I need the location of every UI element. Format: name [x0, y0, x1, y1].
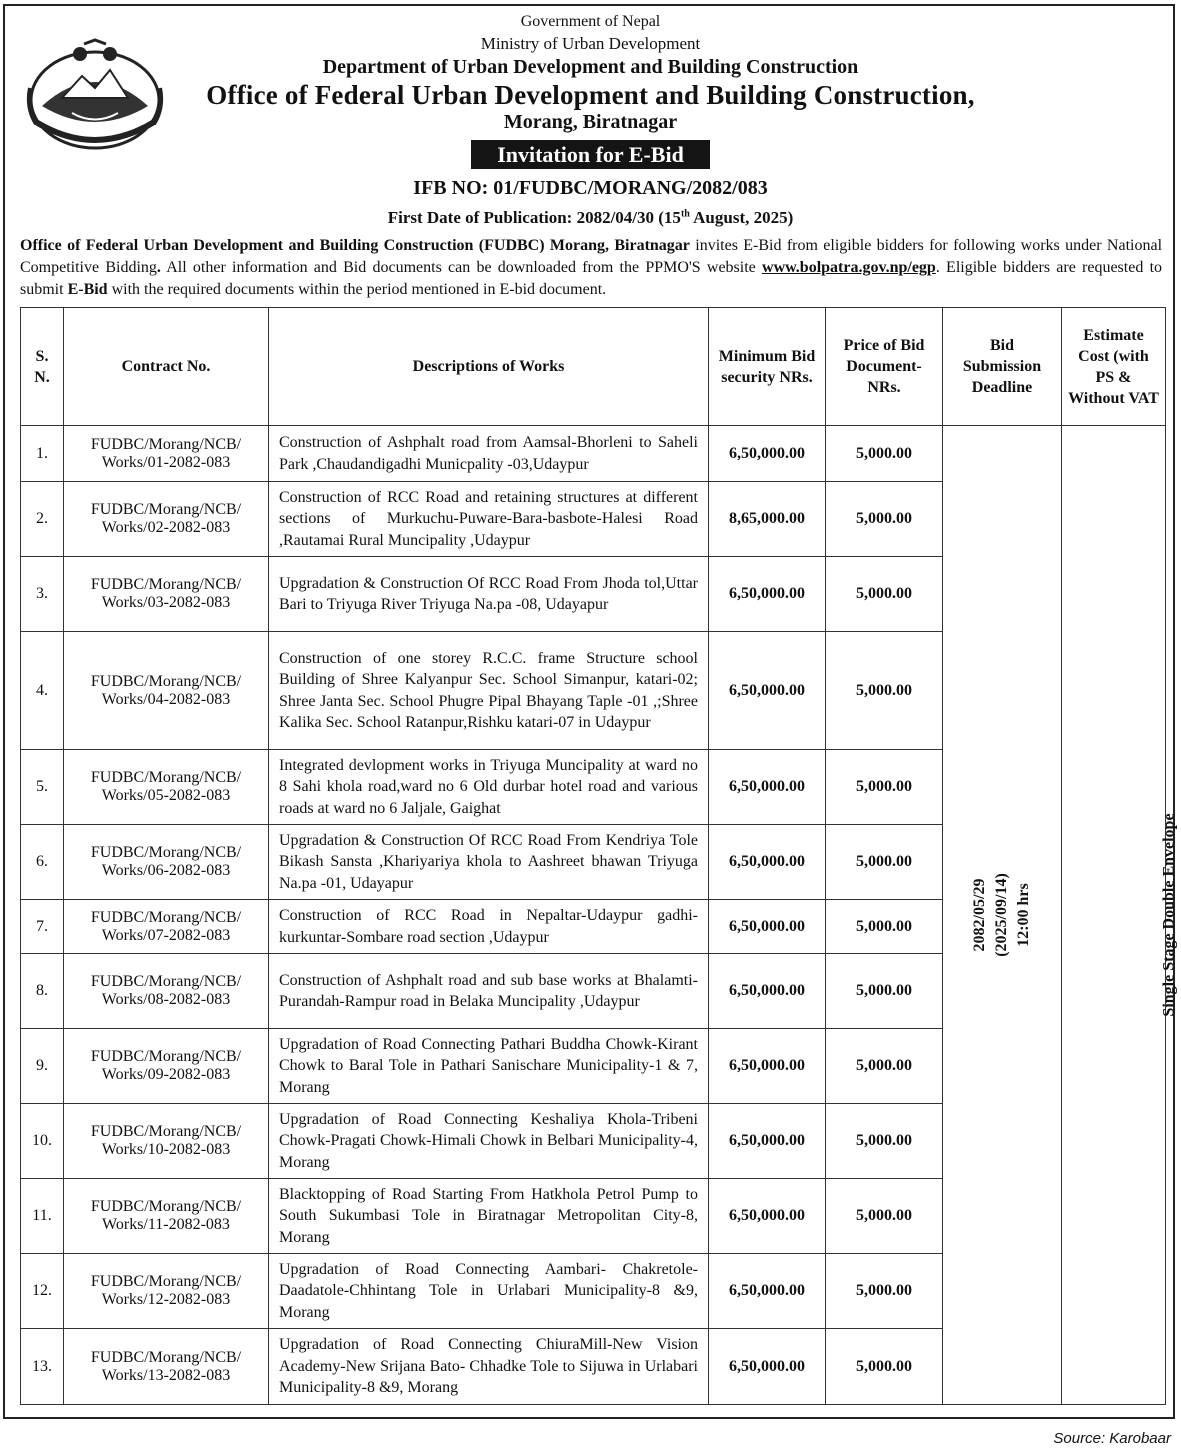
website-link[interactable]: www.bolpatra.gov.np/egp: [762, 259, 936, 276]
row-doc-price: 5,000.00: [826, 825, 943, 900]
row-description: Construction of one storey R.C.C. frame Structure school Building of Shree Kalyanpur Sec. School Simanpur, katari-02; Shree Janta Sec. School Phugre Pipal Bhayang Taple -01 ,;Shree Kalika Sec. School Ratanpur,Rishku katari-07 in Udaypur: [269, 632, 709, 750]
row-contract: FUDBC/Morang/NCB/ Works/07-2082-083: [64, 900, 269, 954]
row-bid-security: 6,50,000.00: [709, 900, 826, 954]
row-doc-price: 5,000.00: [826, 750, 943, 825]
header-government: Government of Nepal: [520, 13, 661, 30]
row-contract: FUDBC/Morang/NCB/ Works/01-2082-083: [64, 426, 269, 482]
row-sn: 9.: [21, 1029, 64, 1104]
row-doc-price: 5,000.00: [826, 900, 943, 954]
header-doc-price: Price of Bid Document- NRs.: [826, 308, 943, 426]
row-sn: 1.: [21, 426, 64, 482]
row-sn: 5.: [21, 750, 64, 825]
header-location: Morang, Biratnagar: [503, 111, 678, 133]
row-doc-price: 5,000.00: [826, 426, 943, 482]
row-sn: 2.: [21, 482, 64, 557]
row-contract: FUDBC/Morang/NCB/ Works/12-2082-083: [64, 1254, 269, 1329]
intro-office: Office of Federal Urban Development and Building Construction (FUDBC) Morang, Biratnagar: [20, 237, 690, 254]
row-description: Upgradation & Construction Of RCC Road From Kendriya Tole Bikash Sansta ,Khariyariya khola to Aashreet bhawan Triyuga Na.pa -01, Udayapur: [269, 825, 709, 900]
row-bid-security: 6,50,000.00: [709, 557, 826, 632]
row-contract: FUDBC/Morang/NCB/ Works/03-2082-083: [64, 557, 269, 632]
row-contract: FUDBC/Morang/NCB/ Works/11-2082-083: [64, 1179, 269, 1254]
publication-date: First Date of Publication: 2082/04/30 (15th August, 2025): [387, 208, 794, 227]
row-contract: FUDBC/Morang/NCB/ Works/06-2082-083: [64, 825, 269, 900]
row-description: Upgradation of Road Connecting ChiuraMill-New Vision Academy-New Srijana Bato- Chhadke Tole to Sijuwa in Urlabari Municipality-8 &9, Morang: [269, 1329, 709, 1405]
row-sn: 4.: [21, 632, 64, 750]
deadline-cell: [943, 426, 1062, 1405]
header-sn: S. N.: [21, 308, 64, 426]
row-sn: 10.: [21, 1104, 64, 1179]
row-contract: FUDBC/Morang/NCB/ Works/05-2082-083: [64, 750, 269, 825]
table-row: [21, 426, 1166, 482]
row-description: Blacktopping of Road Starting From Hatkhola Petrol Pump to South Sukumbasi Tole in Biratnagar Metropolitan City-8, Morang: [269, 1179, 709, 1254]
row-sn: 8.: [21, 954, 64, 1029]
header-department: Department of Urban Development and Building Construction: [322, 56, 859, 78]
row-sn: 6.: [21, 825, 64, 900]
row-contract: FUDBC/Morang/NCB/ Works/10-2082-083: [64, 1104, 269, 1179]
row-description: Upgradation of Road Connecting Keshaliya Khola-Tribeni Chowk-Pragati Chowk-Himali Chowk in Belbari Municipality-4, Morang: [269, 1104, 709, 1179]
row-bid-security: 8,65,000.00: [709, 482, 826, 557]
row-description: Upgradation & Construction Of RCC Road From Jhoda tol,Uttar Bari to Triyuga River Triyuga Na.pa -08, Udayapur: [269, 557, 709, 632]
row-sn: 12.: [21, 1254, 64, 1329]
header-estimate: Estimate Cost (with PS & Without VAT: [1062, 308, 1166, 426]
row-bid-security: 6,50,000.00: [709, 426, 826, 482]
row-sn: 13.: [21, 1329, 64, 1405]
row-contract: FUDBC/Morang/NCB/ Works/08-2082-083: [64, 954, 269, 1029]
row-bid-security: 6,50,000.00: [709, 825, 826, 900]
row-description: Construction of Ashphalt road from Aamsal-Bhorleni to Saheli Park ,Chaudandigadhi Municpality -03,Udaypur: [269, 426, 709, 482]
row-bid-security: 6,50,000.00: [709, 954, 826, 1029]
row-bid-security: 6,50,000.00: [709, 750, 826, 825]
row-doc-price: 5,000.00: [826, 1104, 943, 1179]
row-contract: FUDBC/Morang/NCB/ Works/02-2082-083: [64, 482, 269, 557]
row-doc-price: 5,000.00: [826, 557, 943, 632]
row-sn: 3.: [21, 557, 64, 632]
header-office: Office of Federal Urban Development and Building Construction,: [206, 80, 975, 110]
row-description: Construction of RCC Road in Nepaltar-Udaypur gadhi-kurkuntar-Sombare road section ,Udaypur: [269, 900, 709, 954]
row-bid-security: 6,50,000.00: [709, 1104, 826, 1179]
row-doc-price: 5,000.00: [826, 632, 943, 750]
source-credit: Source: Karobaar: [1053, 1430, 1171, 1447]
row-bid-security: 6,50,000.00: [709, 1254, 826, 1329]
row-bid-security: 6,50,000.00: [709, 1179, 826, 1254]
row-sn: 7.: [21, 900, 64, 954]
bids-table: [20, 307, 1178, 1405]
row-description: Upgradation of Road Connecting Aambari- Chakretole-Daadatole-Chhintang Tole in Urlabari Municipality-8 &9, Morang: [269, 1254, 709, 1329]
intro-paragraph: Office of Federal Urban Development and Building Construction (FUDBC) Morang, Biratnagar invites E-Bid from eligible bidders for following works under National Competitive Bidding. All other information and Bid documents can be downloaded from the PPMO'S website www.bolpatra.gov.np/egp. Eligible bidders are requested to submit E-Bid with the required documents within the period mentioned in E-bid document.: [20, 237, 1163, 298]
row-doc-price: 5,000.00: [826, 954, 943, 1029]
row-contract: FUDBC/Morang/NCB/ Works/04-2082-083: [64, 632, 269, 750]
header-bid-security: Minimum Bid security NRs.: [709, 308, 826, 426]
row-doc-price: 5,000.00: [826, 1329, 943, 1405]
invitation-banner: Invitation for E-Bid: [471, 140, 710, 169]
row-bid-security: 6,50,000.00: [709, 632, 826, 750]
ifb-number: IFB NO: 01/FUDBC/MORANG/2082/083: [413, 177, 768, 199]
row-description: Upgradation of Road Connecting Pathari Buddha Chowk-Kirant Chowk to Baral Tole in Pathari Sanischare Municipality-1 & 7, Morang: [269, 1029, 709, 1104]
header-description: Descriptions of Works: [269, 308, 709, 426]
row-description: Construction of RCC Road and retaining structures at different sections of Murkuchu-Puware-Bara-basbote-Halesi Road ,Rautamai Rural Muncipality ,Udaypur: [269, 482, 709, 557]
header-contract: Contract No.: [64, 308, 269, 426]
header-ministry: Ministry of Urban Development: [480, 34, 701, 53]
row-description: Integrated devlopment works in Triyuga Muncipality at ward no 8 Sahi khola road,ward no 6 Old durbar hotel road and various roads at ward no 6 Jaljale, Gaighat: [269, 750, 709, 825]
row-doc-price: 5,000.00: [826, 1179, 943, 1254]
row-bid-security: 6,50,000.00: [709, 1329, 826, 1405]
row-doc-price: 5,000.00: [826, 1254, 943, 1329]
header-deadline: Bid Submission Deadline: [943, 308, 1062, 426]
row-contract: FUDBC/Morang/NCB/ Works/13-2082-083: [64, 1329, 269, 1405]
row-doc-price: 5,000.00: [826, 1029, 943, 1104]
row-doc-price: 5,000.00: [826, 482, 943, 557]
row-bid-security: 6,50,000.00: [709, 1029, 826, 1104]
estimate-text: Single Stage Double Envelope: [1160, 813, 1178, 1017]
row-sn: 11.: [21, 1179, 64, 1254]
estimate-cell: [1062, 426, 1178, 1405]
row-contract: FUDBC/Morang/NCB/ Works/09-2082-083: [64, 1029, 269, 1104]
deadline-text: 2082/05/29 (2025/09/14) 12:00 hrs: [970, 873, 1032, 957]
row-description: Construction of Ashphalt road and sub base works at Bhalamti-Purandah-Rampur road in Belaka Muncipality ,Udaypur: [269, 954, 709, 1029]
